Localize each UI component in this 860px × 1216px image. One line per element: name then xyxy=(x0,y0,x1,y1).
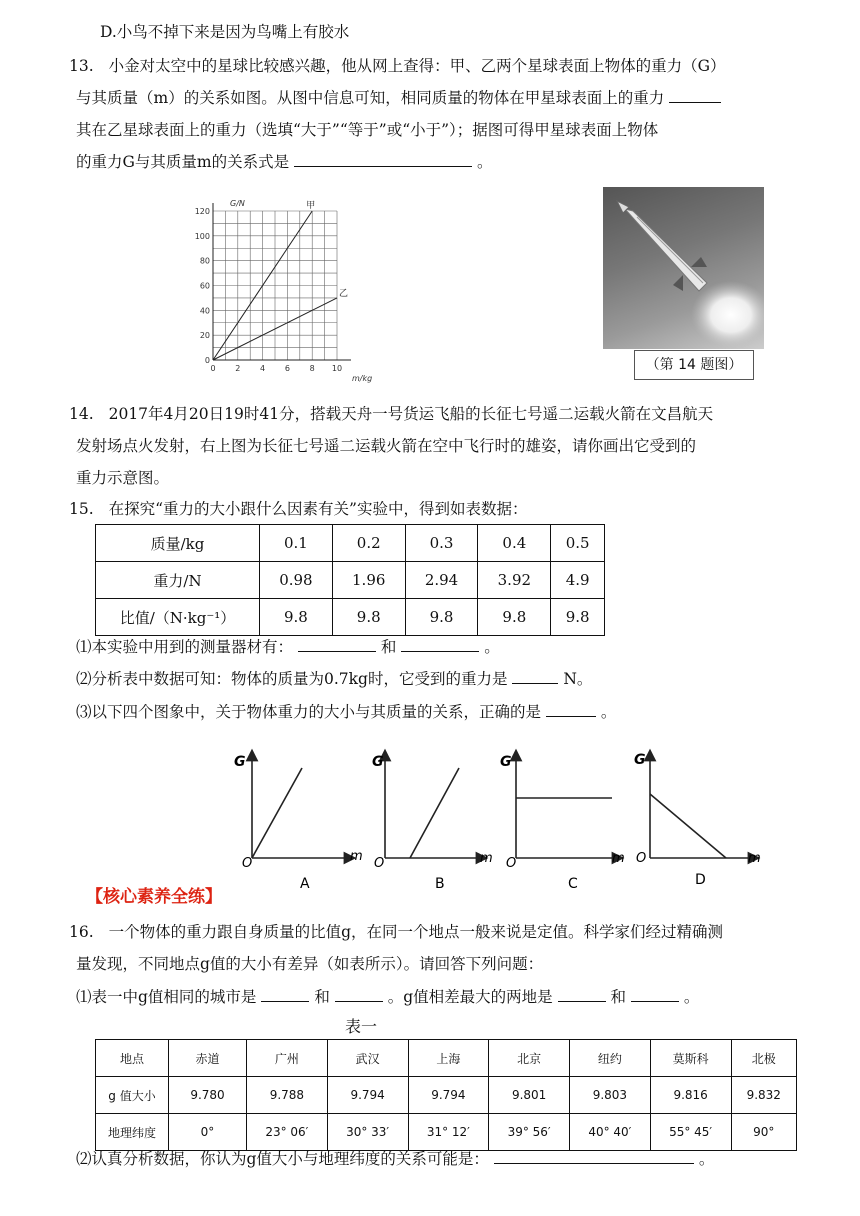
table-15 xyxy=(95,524,605,636)
graph-b xyxy=(372,754,493,892)
chart-tick-labels xyxy=(195,207,342,373)
graph-a-x-label: m xyxy=(350,849,363,864)
table-cell: 0.4 xyxy=(478,525,551,562)
q15-sub1 xyxy=(76,636,500,658)
q13-blank-2[interactable] xyxy=(294,151,472,167)
table-cell: 莫斯科 xyxy=(650,1040,731,1077)
q13-line3: 其在乙星球表面上的重力（选填“大于”“等于”或“小于”）；据图可得甲星球表面上物体 xyxy=(76,121,659,139)
graph-a xyxy=(234,754,363,892)
graph-d-y-label: G xyxy=(634,752,646,768)
q15-sub3-end: 。 xyxy=(600,703,617,721)
table-row xyxy=(96,1077,797,1114)
series-label: 乙 xyxy=(339,288,349,299)
q16-sub2-text: ⑵认真分析数据，你认为g值大小与地理纬度的关系可能是： xyxy=(76,1150,489,1168)
q16-sub2-end: 。 xyxy=(698,1150,715,1168)
q16-sub1-and2: 和 xyxy=(610,988,627,1006)
y-tick-label: 80 xyxy=(199,256,210,266)
figure-14-caption: （第 14 题图） xyxy=(634,350,754,380)
table-cell: 重力/N xyxy=(96,562,260,599)
q15-blank-1[interactable] xyxy=(298,636,376,652)
table-cell: 9.794 xyxy=(408,1077,489,1114)
table-cell: 北京 xyxy=(489,1040,570,1077)
q16-sub1 xyxy=(76,986,699,1008)
graph-d-x-label: m xyxy=(748,851,761,866)
y-tick-label: 0 xyxy=(204,356,210,365)
q14-line3: 重力示意图。 xyxy=(76,469,170,487)
x-tick-label: 4 xyxy=(260,364,266,373)
q16-line2: 量发现，不同地点g值的大小有差异（如表所示）。请回答下列问题： xyxy=(76,955,544,973)
table-cell: 纽约 xyxy=(570,1040,651,1077)
table-cell: 40° 40′ xyxy=(570,1114,651,1151)
table-cell: 9.8 xyxy=(405,599,478,636)
table-cell: 2.94 xyxy=(405,562,478,599)
question-16 xyxy=(69,921,723,943)
graph-c-y-label: G xyxy=(500,754,512,770)
table-cell: 9.8 xyxy=(478,599,551,636)
q15-sub2-text: ⑵分析表中数据可知：物体的质量为0.7kg时，它受到的重力是 xyxy=(76,670,508,688)
table-cell: 0.3 xyxy=(405,525,478,562)
q15-blank-2[interactable] xyxy=(401,636,479,652)
x-tick-label: 0 xyxy=(210,364,216,373)
table-1 xyxy=(95,1039,797,1151)
q15-sub3-text: ⑶以下四个图象中，关于物体重力的大小与其质量的关系，正确的是 xyxy=(76,703,542,721)
q15-sub2 xyxy=(76,668,592,690)
table-cell: 9.816 xyxy=(650,1077,731,1114)
table-cell: 0° xyxy=(169,1114,247,1151)
q13-line4-row xyxy=(76,151,492,173)
option-d-text: D.小鸟不掉下来是因为鸟嘴上有胶水 xyxy=(100,23,350,41)
rocket-photo xyxy=(603,187,764,349)
table-cell: 9.8 xyxy=(551,599,605,636)
q16-sub1-end: 。 xyxy=(683,988,700,1006)
section-heading: 【核心素养全练】 xyxy=(86,887,222,907)
graph-a-line xyxy=(252,768,302,858)
table-cell: 4.9 xyxy=(551,562,605,599)
x-tick-label: 2 xyxy=(235,364,241,373)
graph-b-line xyxy=(410,768,459,858)
graph-d xyxy=(634,752,761,888)
table-cell: 地点 xyxy=(96,1040,169,1077)
graph-c-x-label: m xyxy=(612,851,625,866)
q14-line2: 发射场点火发射，右上图为长征七号遥二运载火箭在空中飞行时的雄姿，请你画出它受到的 xyxy=(76,437,697,455)
q16-line1: 一个物体的重力跟自身质量的比值g，在同一个地点一般来说是定值。科学家们经过精确测 xyxy=(108,923,724,941)
table-cell: 0.5 xyxy=(551,525,605,562)
table-cell: 武汉 xyxy=(327,1040,408,1077)
table-cell: 23° 06′ xyxy=(247,1114,328,1151)
table-row xyxy=(96,599,605,636)
table-cell: 9.801 xyxy=(489,1077,570,1114)
graph-c-origin: O xyxy=(506,856,517,871)
table-cell: 0.1 xyxy=(260,525,333,562)
table-cell: 30° 33′ xyxy=(327,1114,408,1151)
table-cell: 9.794 xyxy=(327,1077,408,1114)
table1-title: 表一 xyxy=(345,1017,378,1036)
graph-b-origin: O xyxy=(374,856,385,871)
table-cell: 9.788 xyxy=(247,1077,328,1114)
q14-number: 14. xyxy=(69,405,94,423)
q15-number: 15. xyxy=(69,500,94,518)
table-cell: g 值大小 xyxy=(96,1077,169,1114)
table-row xyxy=(96,1040,797,1077)
q13-line2-row xyxy=(76,87,721,109)
chart-ylabel: G/N xyxy=(230,199,245,208)
graph-d-origin: O xyxy=(636,851,647,866)
graph-c xyxy=(500,754,625,892)
q13-line1: 小金对太空中的星球比较感兴趣，他从网上查得：甲、乙两个星球表面上物体的重力（G） xyxy=(108,57,726,75)
graph-c-label: C xyxy=(568,876,578,892)
graph-b-x-label: m xyxy=(480,851,493,866)
table-cell: 1.96 xyxy=(332,562,405,599)
y-tick-label: 40 xyxy=(199,306,210,316)
graph-b-label: B xyxy=(435,876,445,892)
series-label: 甲 xyxy=(306,201,316,211)
table-cell: 55° 45′ xyxy=(650,1114,731,1151)
q16-blank-1[interactable] xyxy=(261,986,309,1002)
q16-sub2 xyxy=(76,1148,714,1170)
rocket-illustration xyxy=(603,187,764,349)
table-cell: 9.780 xyxy=(169,1077,247,1114)
table-cell: 90° xyxy=(731,1114,797,1151)
table-cell: 赤道 xyxy=(169,1040,247,1077)
q16-sub1-text2: 。g值相差最大的两地是 xyxy=(387,988,553,1006)
q13-blank-1[interactable] xyxy=(669,87,721,103)
table-cell: 0.98 xyxy=(260,562,333,599)
table-cell: 39° 56′ xyxy=(489,1114,570,1151)
table-row xyxy=(96,1114,797,1151)
table-cell: 31° 12′ xyxy=(408,1114,489,1151)
table-cell: 广州 xyxy=(247,1040,328,1077)
y-tick-label: 20 xyxy=(199,331,210,341)
graph-a-y-label: G xyxy=(234,754,246,770)
table-cell: 地理纬度 xyxy=(96,1114,169,1151)
y-tick-label: 120 xyxy=(194,207,210,216)
q13-number: 13. xyxy=(69,57,94,75)
q16-blank-5[interactable] xyxy=(494,1148,694,1164)
question-14 xyxy=(69,403,713,425)
table-row xyxy=(96,562,605,599)
q16-blank-2[interactable] xyxy=(335,986,383,1002)
table-row xyxy=(96,525,605,562)
q15-blank-4[interactable] xyxy=(546,701,596,717)
table-cell: 质量/kg xyxy=(96,525,260,562)
q15-blank-3[interactable] xyxy=(512,668,558,684)
question-13 xyxy=(69,55,725,77)
q15-sub1-end: 。 xyxy=(484,638,500,656)
q15-sub2-end: N。 xyxy=(563,670,593,688)
chart-grid xyxy=(213,211,337,360)
y-tick-label: 100 xyxy=(194,231,210,241)
table-cell: 9.832 xyxy=(731,1077,797,1114)
graph-d-label: D xyxy=(695,872,706,888)
chart-axes xyxy=(213,203,351,360)
q13-line4a: 的重力G与其质量m的关系式是 xyxy=(76,153,290,171)
x-tick-label: 6 xyxy=(284,364,290,373)
table-cell: 比值/（N·kg⁻¹） xyxy=(96,599,260,636)
x-tick-label: 10 xyxy=(331,364,343,373)
q16-blank-4[interactable] xyxy=(631,986,679,1002)
graph-a-label: A xyxy=(300,876,310,892)
table-cell: 9.8 xyxy=(332,599,405,636)
table-cell: 上海 xyxy=(408,1040,489,1077)
q14-line1: 2017年4月20日19时41分，搭载天舟一号货运飞船的长征七号遥二运载火箭在文昌航天 xyxy=(108,405,714,423)
q15-line1: 在探究“重力的大小跟什么因素有关”实验中，得到如表数据： xyxy=(108,500,528,518)
graph-b-y-label: G xyxy=(372,754,384,770)
q13-line2: 与其质量（m）的关系如图。从图中信息可知，相同质量的物体在甲星球表面上的重力 xyxy=(76,89,665,107)
table-cell: 9.8 xyxy=(260,599,333,636)
q15-sub3 xyxy=(76,701,616,723)
table-cell: 北极 xyxy=(731,1040,797,1077)
graph-a-origin: O xyxy=(242,856,253,871)
y-tick-label: 60 xyxy=(199,281,210,291)
table-cell: 9.803 xyxy=(570,1077,651,1114)
q16-blank-3[interactable] xyxy=(558,986,606,1002)
q16-number: 16. xyxy=(69,923,94,941)
q15-sub1-and: 和 xyxy=(380,638,397,656)
chart-xlabel: m/kg xyxy=(352,374,373,383)
gravity-mass-chart xyxy=(190,193,390,383)
x-tick-label: 8 xyxy=(309,364,315,373)
graph-d-line xyxy=(650,794,726,858)
q16-sub1-and: 和 xyxy=(314,988,330,1006)
chart-series xyxy=(213,200,348,360)
table-cell: 0.2 xyxy=(332,525,405,562)
table-cell: 3.92 xyxy=(478,562,551,599)
q16-sub1-text: ⑴表一中g值相同的城市是 xyxy=(76,988,257,1006)
question-15 xyxy=(69,498,527,520)
q13-line4b: 。 xyxy=(476,153,493,171)
q15-sub1-text: ⑴本实验中用到的测量器材有： xyxy=(76,638,294,656)
gravity-mass-options xyxy=(232,740,777,895)
